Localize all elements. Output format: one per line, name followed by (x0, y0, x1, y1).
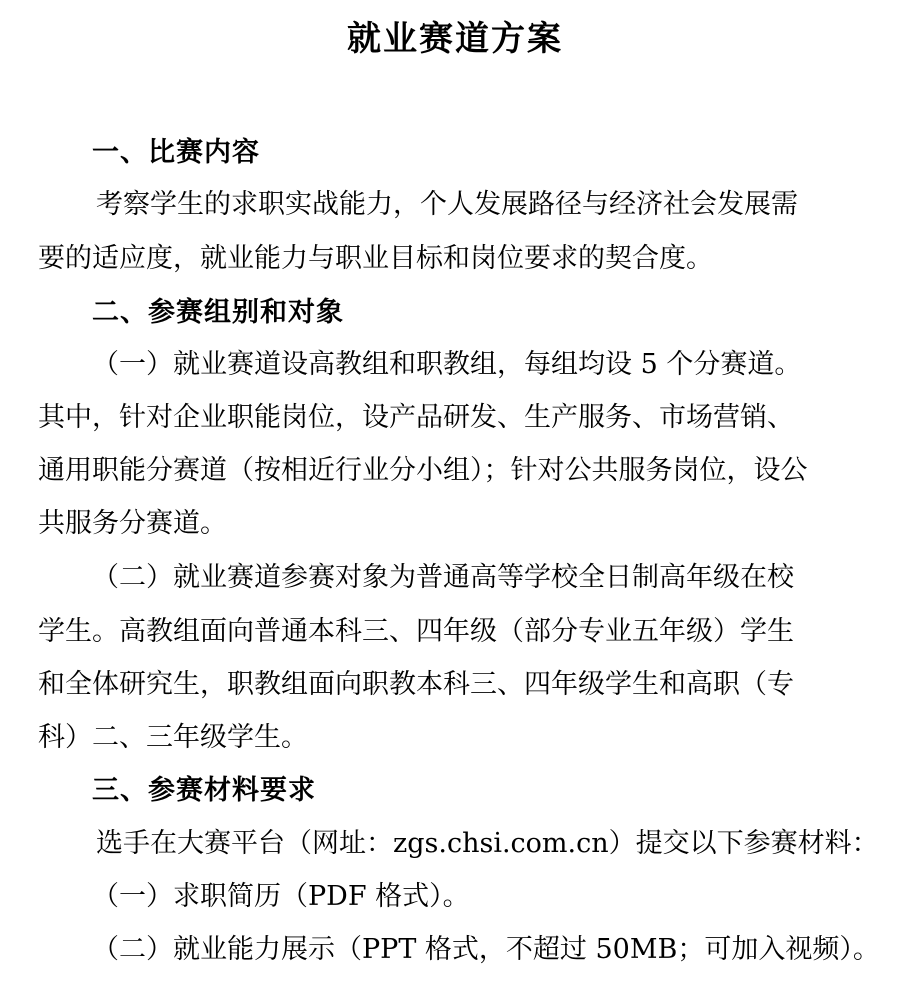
section2-para1-line-1: （一）就业赛道设高教组和职教组，每组均设 5 个分赛道。 (92, 349, 802, 380)
section3-item-1: （一）求职简历（PDF 格式）。 (92, 881, 470, 912)
section-heading-content: 一、比赛内容 (92, 137, 260, 168)
section1-line-1: 考察学生的求职实战能力，个人发展路径与经济社会发展需 (96, 189, 798, 220)
section2-para2-line-3: 和全体研究生，职教组面向职教本科三、四年级学生和高职（专 (38, 669, 794, 700)
section2-para2-line-2: 学生。高教组面向普通本科三、四年级（部分专业五年级）学生 (38, 616, 794, 647)
section1-line-2: 要的适应度，就业能力与职业目标和岗位要求的契合度。 (38, 243, 713, 274)
section2-para1-line-2: 其中，针对企业职能岗位，设产品研发、生产服务、市场营销、 (38, 402, 794, 433)
section2-para2-line-1: （二）就业赛道参赛对象为普通高等学校全日制高年级在校 (92, 562, 794, 593)
section2-para1-line-4: 共服务分赛道。 (38, 508, 227, 539)
document-title: 就业赛道方案 (347, 19, 563, 59)
section2-para1-line-3: 通用职能分赛道（按相近行业分小组）；针对公共服务岗位，设公 (38, 455, 808, 486)
section-heading-groups: 二、参赛组别和对象 (92, 297, 344, 328)
section-heading-materials: 三、参赛材料要求 (92, 775, 316, 806)
section3-item-2: （二）就业能力展示（PPT 格式，不超过 50MB；可加入视频）。 (92, 934, 880, 965)
section3-intro: 选手在大赛平台（网址：zgs.chsi.com.cn）提交以下参赛材料： (96, 828, 879, 859)
section2-para2-line-4: 科）二、三年级学生。 (38, 722, 308, 753)
